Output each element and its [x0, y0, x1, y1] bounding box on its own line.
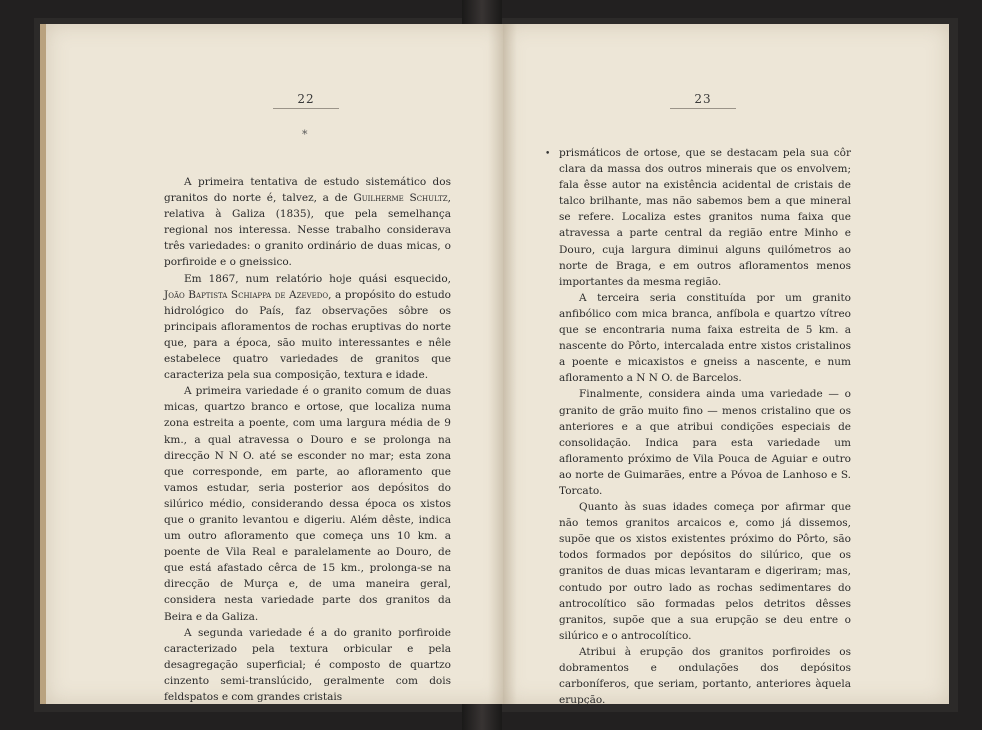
paragraph: A primeira tentativa de estudo sistemático dos granitos do norte é, talvez, a de Guilherme Schultz, relativa à Galiza (1835), que pela semelhança regional nos interessa. Nesse trabalho considerava três variedades: o granito ordinário de duas micas, o porfiroide e o gneissico. [164, 176, 452, 269]
page-number: 22 [266, 92, 346, 109]
margin-mark: • [545, 149, 551, 159]
paragraph: A terceira seria constituída por um granito anfibólico com mica branca, anfíbola e quartzo vítreo que se encontraria numa faixa estreita de 5 km. a nascente do Pôrto, intercalada entre xistos cristalinos a poente e micaxistos e gneiss a nascente, e num afloramento a N N O. de Barcelos. [559, 291, 851, 385]
page-number: 23 [663, 92, 743, 109]
paragraph: Quanto às suas idades começa por afirmar que não temos granitos arcaicos e, como já dissemos, supõe que os xistos existentes próximo do Pôrto, são todos formados por depósitos do silúrico, que os granitos de duas micas levantaram e digeriram; mas, contudo por outro lado as rochas sedimentares do antrocolítico são formadas pelos detritos dêsses granitos, supõe que a sua erupção se deu entre o silúrico e o antrocolítico. [559, 501, 851, 642]
ornament-asterisk: * [302, 128, 308, 141]
left-page [40, 24, 506, 704]
paragraph: prismáticos de ortose, que se destacam pela sua côr clara da massa dos outros minerais que os envolvem; fala êsse autor na existência acidental de cristais de talco brilhante, mas não sabemos bem a que mineral se refere. Localiza estes granitos numa faixa que atravessa a parte central da região entre Minho e Douro, cuja largura diminui alguns quilómetros ao norte de Braga, e em outros afloramentos menos importantes da mesma região. [559, 147, 851, 288]
paragraph: A segunda variedade é a do granito porfiroide caracterizado pela textura orbicular e pela desagregação superficial; é composto de quartzo cinzento semi-translúcido, geralmente com dois feldspatos e com grandes cristais [164, 626, 451, 703]
author-name: João Baptista Schiappa de Azevedo [164, 288, 329, 301]
paragraph: Finalmente, considera ainda uma variedade — o granito de grão muito fino — menos cristalino que os anteriores e a que atribui condições especiais de consolidação. Indica para esta variedade um afloramento próximo de Vila Pouca de Aguiar e outro ao norte de Guimarães, entre a Póvoa de Lanhoso e S. Torcato. [559, 388, 851, 497]
paragraph: Em 1867, num relatório hoje quási esquecido, João Baptista Schiappa de Azevedo, a propósito do estudo hidrológico do País, faz observações sôbre os principais afloramentos de rochas eruptivas do norte que, para a época, são muito interessantes e nêle estabelece quatro variedades de granitos que caracteriza pela sua composição, textura e idade. [164, 272, 452, 382]
right-page-text [559, 145, 851, 708]
paragraph: Atribui à erupção dos granitos porfiroides os dobramentos e ondulações dos depósitos carboníferos, que seriam, portanto, anteriores àquela erupção. [559, 645, 851, 707]
left-page-text [164, 174, 451, 705]
paragraph: A primeira variedade é o granito comum de duas micas, quartzo branco e ortose, que localiza numa zona estreita a poente, com uma largura média de 9 km., a qual atravessa o Douro e se prolonga na direcção N N O. até se esconder no mar; esta zona que corresponde, em parte, ao afloramento que vamos estudar, seria posterior aos depósitos do silúrico médio, considerando dessa época os xistos que o granito levantou e digeriu. Além dêste, indica um outro afloramento que começa uns 10 km. a poente de Vila Real e paralelamente ao Douro, de que está afastado cêrca de 15 km., prolonga-se na direcção de Murça e, de uma maneira geral, considera nesta variedade parte dos granitos da Beira e da Galiza. [164, 385, 451, 623]
author-name: Guilherme Schultz [353, 192, 448, 205]
right-page [503, 24, 949, 707]
